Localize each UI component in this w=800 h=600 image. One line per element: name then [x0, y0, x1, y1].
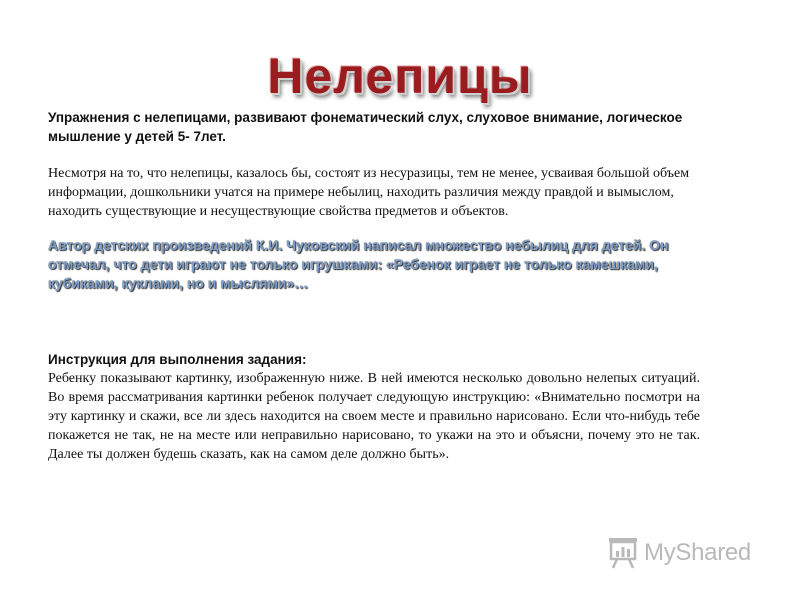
watermark-text: MyShared [644, 539, 751, 566]
instruction-heading: Инструкция для выполнения задания: [48, 352, 307, 367]
body-paragraph: Несмотря на то, что нелепицы, казалось бы, состоят из несуразицы, тем не менее, усваивая большой объем информации, дошкольники учатся на примере небылиц, находить различия между правдой и вымыслом, находить существующие и несуществующие свойства предметов и объектов. [48, 166, 690, 219]
quote-paragraph: Автор детских произведений К.И. Чуковский написал множество небылиц для детей. Он отмечал, что дети играют не только игрушками: «Ребенок играет не только камешками, кубиками, куклами, но и мыслями»… [48, 237, 669, 291]
intro-paragraph: Упражнения с нелепицами, развивают фонематический слух, слуховое внимание, логическое мышление у детей 5- 7лет. [48, 110, 683, 144]
presentation-board-icon [606, 536, 640, 570]
myshared-watermark[interactable] [606, 535, 751, 571]
slide-title: Нелепицы [267, 48, 533, 104]
instruction-body: Ребенку показывают картинку, изображенную ниже. В ней имеются несколько довольно нелепых ситуаций. Во время рассматривания картинки ребенок получает следующую инструкцию: «Внимательно посмотри на эту картинку и скажи, все ли здесь находится на своем месте и правильно нарисовано. Если что-нибудь тебе покажется не так, не на месте или неправильно нарисовано, то укажи на это и объясни, почему это не так. Далее ты должен будешь сказать, как на самом деле должно быть». [48, 371, 700, 462]
